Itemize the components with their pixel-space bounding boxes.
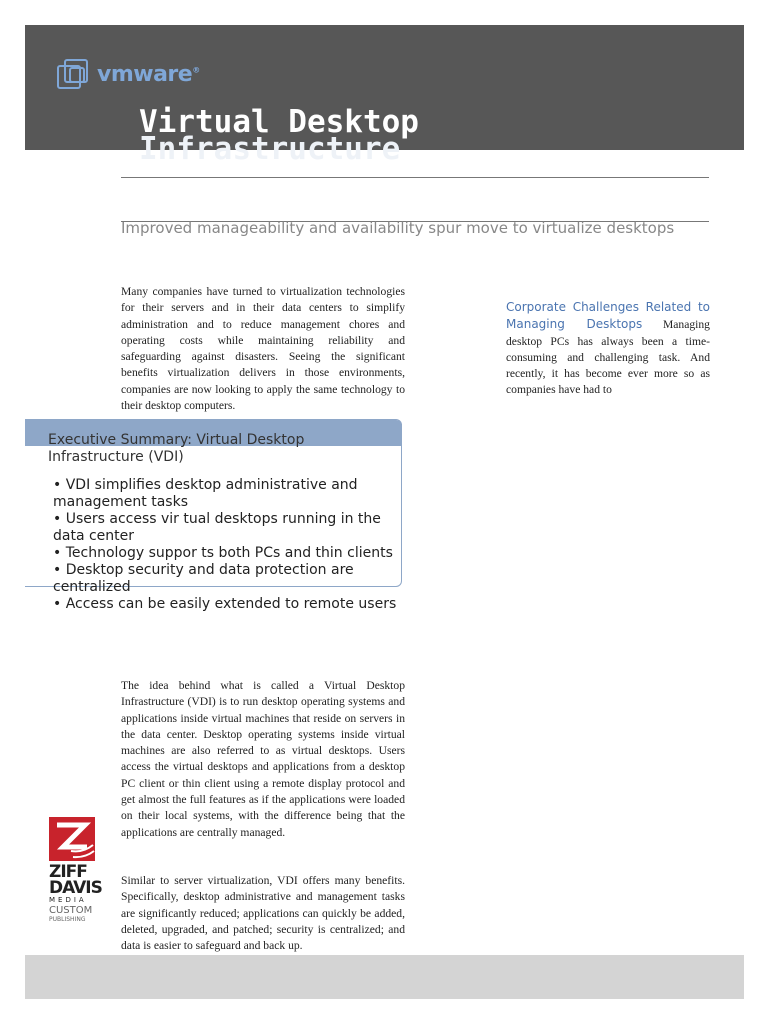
- logo-media: MEDIA: [49, 896, 87, 904]
- vmware-logo-text: vmware®: [97, 61, 200, 87]
- subtitle: Improved manageability and availability spur move to virtualize desktops: [121, 219, 675, 237]
- logo-ziff: ZIFF: [49, 862, 87, 882]
- document-page: [25, 25, 744, 999]
- ziff-davis-z-icon: [49, 817, 95, 861]
- section-heading: Corporate Challenges Related to Managing Desktops: [506, 300, 710, 332]
- body-paragraph: The idea behind what is called a Virtual Desktop Infrastructure (VDI) is to run desktop operating systems and applications inside virtual machines that reside on servers in the data center. Desktop operating systems inside virtual machines are also referred to as virtual desktops. Users access the virtual desktops and applications from a desktop PC client or thin client using a remote display protocol and get almost the full features as if the applications were loaded on their local systems, with the difference being that the applications are centrally managed.: [121, 679, 405, 839]
- summary-bullet: • Access can be easily extended to remote users: [53, 596, 397, 612]
- vmware-logo-icon: [57, 57, 91, 91]
- right-column-text: Managing desktop PCs has always been a time-consuming and challenging task. And recently, it has become ever more so as companies have had to: [506, 318, 710, 397]
- intro-paragraph: Many companies have turned to virtualization technologies for their servers and in their data centers to simplify administration and to reduce management chores and operating costs while maintaining reliability and safeguarding against disasters. Seeing the significant benefits virtualization delivers in those environments, companies are now looking to apply the same technology to their desktop computers.: [121, 285, 405, 413]
- page-title: Virtual Desktop: [139, 104, 419, 140]
- logo-custom: CUSTOM: [49, 905, 93, 916]
- body-paragraph: Similar to server virtualization, VDI offers many benefits. Specifically, desktop administrative and management tasks are significantly reduced; applications can quickly be added, deleted, upgraded, and patched; security is centralized; and data is easier to safeguard and back up.: [121, 874, 405, 953]
- right-column: [506, 299, 710, 399]
- page-title-line2: [139, 131, 619, 172]
- logo-publishing: PUBLISHING: [49, 916, 86, 923]
- executive-summary-title: Executive Summary: Virtual Desktop Infrastructure (VDI): [48, 432, 305, 465]
- summary-bullet: • VDI simplifies desktop administrative and management tasks: [53, 477, 358, 510]
- summary-bullet: • Users access vir tual desktops running in the data center: [53, 511, 381, 544]
- logo-davis: DAVIS: [49, 878, 102, 898]
- title-divider: [121, 177, 709, 178]
- ziff-davis-logo: [49, 817, 102, 923]
- summary-bullet: • Desktop security and data protection are centralized: [53, 562, 354, 595]
- executive-summary-list: [53, 477, 405, 613]
- page-title-line2-text: Infrastructure: [139, 131, 401, 167]
- vmware-logo: [57, 57, 200, 91]
- footer-bar: [25, 955, 744, 999]
- summary-bullet: • Technology suppor ts both PCs and thin clients: [53, 545, 393, 561]
